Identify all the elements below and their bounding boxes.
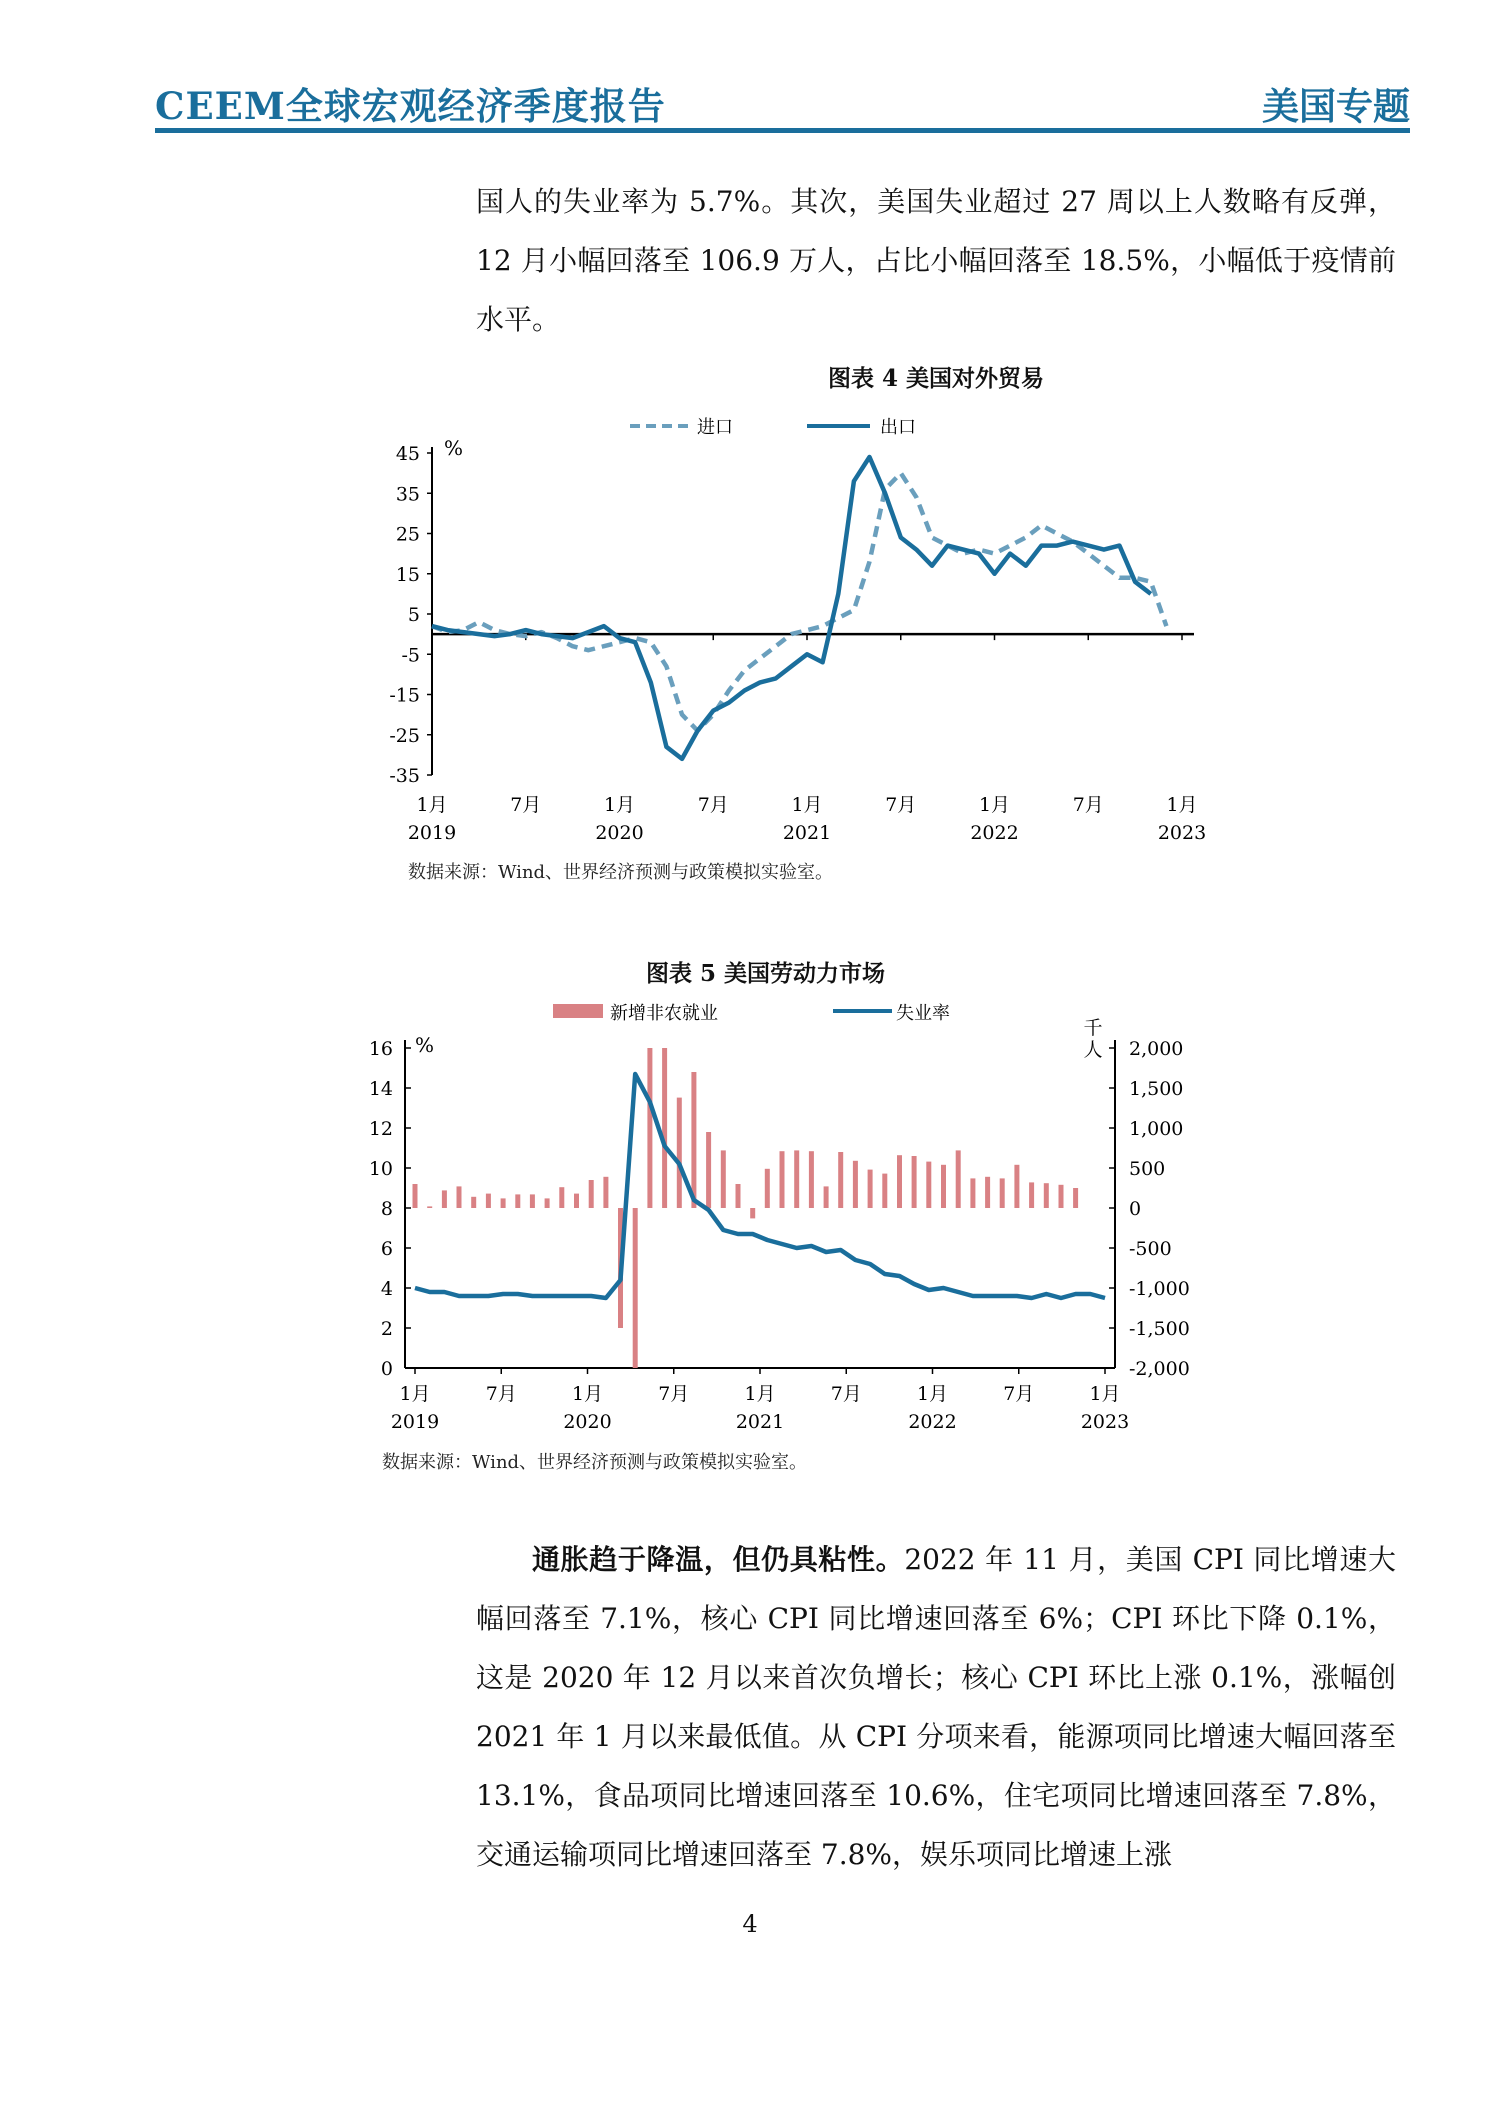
payroll-bar — [471, 1197, 476, 1208]
x-tick-label-year: 2023 — [1157, 822, 1207, 844]
x-tick-label-month: 7月 — [510, 794, 542, 816]
payroll-bar — [1044, 1183, 1049, 1208]
payroll-bar — [691, 1072, 696, 1208]
chart5-source: 数据来源：Wind、世界经济预测与政策模拟实验室。 — [382, 1452, 808, 1473]
payroll-bar — [1014, 1165, 1019, 1208]
x-tick-label-month: 1月 — [916, 1383, 949, 1405]
x-tick-label-year: 2020 — [563, 1411, 612, 1433]
left-tick-label: 16 — [368, 1038, 393, 1060]
y-tick-label: 25 — [395, 523, 420, 546]
x-tick-label-year: 2022 — [908, 1411, 957, 1433]
left-tick-label: 12 — [368, 1118, 393, 1140]
payroll-bar — [1000, 1178, 1005, 1208]
payroll-bar — [589, 1180, 594, 1208]
y-tick-label: 5 — [407, 604, 420, 626]
right-tick-label: -500 — [1129, 1238, 1172, 1260]
payroll-bar — [1029, 1182, 1034, 1208]
series-export-line — [432, 457, 1151, 759]
page-header — [155, 72, 1410, 132]
right-tick-label: 0 — [1129, 1198, 1142, 1220]
right-tick-label: -1,500 — [1129, 1318, 1190, 1340]
right-tick-label: 1,500 — [1129, 1078, 1184, 1100]
intro-text: 国人的失业率为 5.7%。其次，美国失业超过 27 周以上人数略有反弹，12 月小幅回落至 106.9 万人，占比小幅回落至 18.5%，小幅低于疫情前水平。 — [476, 185, 1396, 336]
payroll-bar — [1059, 1185, 1064, 1208]
payroll-bar — [970, 1178, 975, 1208]
payroll-bar — [413, 1184, 418, 1208]
payroll-bar — [853, 1161, 858, 1208]
payroll-bar — [824, 1186, 829, 1208]
chart5-labor — [340, 995, 1220, 1445]
legend-payroll-swatch — [553, 1004, 603, 1018]
right-tick-label: 500 — [1129, 1158, 1166, 1180]
x-tick-label-month: 7月 — [485, 1383, 517, 1405]
chart4-trade — [360, 395, 1210, 855]
x-tick-label-year: 2020 — [595, 822, 644, 844]
chart4-title: 图表 4 美国对外贸易 — [827, 365, 1045, 392]
header-rule — [155, 128, 1410, 133]
left-tick-label: 14 — [368, 1078, 393, 1100]
payroll-bar — [956, 1150, 961, 1208]
y-tick-label: -35 — [389, 765, 420, 787]
payroll-bar — [442, 1190, 447, 1208]
payroll-bar — [985, 1177, 990, 1208]
left-tick-label: 4 — [380, 1278, 393, 1300]
payroll-bar — [912, 1156, 917, 1208]
page-number: 4 — [742, 1910, 758, 1938]
payroll-bar — [838, 1152, 843, 1208]
payroll-bar — [603, 1177, 608, 1208]
left-tick-label: 0 — [380, 1358, 393, 1380]
x-tick-label-month: 1月 — [571, 1383, 604, 1405]
y-tick-label: -5 — [401, 644, 420, 667]
payroll-bar — [427, 1206, 432, 1208]
x-tick-label-year: 2019 — [407, 822, 457, 844]
body-text: 2022 年 11 月，美国 CPI 同比增速大幅回落至 7.1%，核心 CPI 同比增速回落至 6%；CPI 环比下降 0.1%，这是 2020 年 12 月以来首次负增长；核心 CPI 环比上涨 0.1%，涨幅创 2021 年 1 月以来最低值。从 CPI 分项来看，能源项同比增速大幅回落至 13.1%，食品项同比增速回落至 10.6%，住宅项同比增速回落至 7.8%，交通运输项同比增速回落至 7.8%，娱乐项同比增速上涨 — [476, 1543, 1396, 1871]
x-tick-label-month: 1月 — [791, 794, 823, 816]
x-tick-label-year: 2023 — [1080, 1411, 1130, 1433]
payroll-bar — [941, 1165, 946, 1208]
right-tick-label: 2,000 — [1129, 1038, 1184, 1060]
payroll-bar — [882, 1174, 887, 1208]
payroll-bar — [897, 1155, 902, 1208]
x-tick-label-month: 1月 — [399, 1383, 431, 1405]
payroll-bar — [706, 1132, 711, 1208]
y-tick-label: 45 — [395, 443, 420, 465]
x-tick-label-month: 1月 — [1166, 794, 1198, 816]
section-title: 美国专题 — [1262, 84, 1410, 128]
payroll-bar — [780, 1151, 785, 1208]
left-tick-label: 10 — [368, 1158, 393, 1180]
x-tick-label-month: 7月 — [658, 1383, 690, 1405]
x-tick-label-month: 7月 — [1003, 1383, 1035, 1405]
payroll-bar — [647, 1048, 652, 1208]
payroll-bar — [926, 1162, 931, 1208]
payroll-bar — [633, 1208, 638, 1368]
payroll-bar — [559, 1187, 564, 1208]
payroll-bar — [868, 1170, 873, 1208]
payroll-bar — [765, 1169, 770, 1208]
x-tick-label-month: 7月 — [1072, 794, 1104, 816]
right-axis-unit: 千 — [1083, 1017, 1103, 1039]
report-title: CEEM全球宏观经济季度报告 — [155, 84, 666, 128]
payroll-bar — [677, 1098, 682, 1208]
right-tick-label: -2,000 — [1129, 1358, 1190, 1380]
left-tick-label: 2 — [380, 1318, 393, 1340]
y-tick-label: -15 — [389, 684, 420, 707]
x-tick-label-month: 1月 — [416, 794, 448, 816]
intro-paragraph — [476, 172, 1396, 349]
payroll-bar — [736, 1184, 741, 1208]
x-tick-label-year: 2022 — [970, 822, 1019, 844]
body-lead: 通胀趋于降温，但仍具粘性。 — [532, 1543, 905, 1576]
x-tick-label-year: 2021 — [782, 822, 832, 844]
x-tick-label-month: 1月 — [1089, 1383, 1121, 1405]
legend-unemployment-label: 失业率 — [896, 1003, 950, 1024]
chart5-title: 图表 5 美国劳动力市场 — [646, 960, 886, 987]
y-tick-label: 35 — [395, 483, 420, 506]
payroll-bar — [794, 1150, 799, 1208]
payroll-bar — [809, 1151, 814, 1208]
x-tick-label-year: 2019 — [390, 1411, 440, 1433]
payroll-bar — [545, 1198, 550, 1208]
payroll-bar — [750, 1208, 755, 1218]
body-paragraph — [476, 1530, 1396, 1884]
x-tick-label-month: 7月 — [830, 1383, 862, 1405]
right-tick-label: 1,000 — [1129, 1118, 1184, 1140]
x-tick-label-month: 1月 — [603, 794, 636, 816]
x-tick-label-month: 1月 — [744, 1383, 776, 1405]
payroll-bar — [530, 1194, 535, 1208]
payroll-bar — [1073, 1188, 1078, 1208]
payroll-bar — [515, 1194, 520, 1208]
payroll-bar — [501, 1198, 506, 1208]
y-axis-unit: % — [444, 436, 464, 460]
payroll-bar — [486, 1194, 491, 1208]
payroll-bar — [721, 1150, 726, 1208]
payroll-bar — [457, 1186, 462, 1208]
x-tick-label-month: 7月 — [697, 794, 729, 816]
series-import-line — [432, 473, 1166, 731]
y-tick-label: -25 — [389, 724, 420, 747]
chart4-source: 数据来源：Wind、世界经济预测与政策模拟实验室。 — [408, 862, 834, 883]
legend-export-label: 出口 — [880, 417, 916, 438]
left-tick-label: 6 — [380, 1238, 393, 1260]
legend-payroll-label: 新增非农就业 — [610, 1003, 718, 1024]
right-axis-unit: 人 — [1083, 1039, 1103, 1061]
y-tick-label: 15 — [395, 563, 420, 586]
legend-import-label: 进口 — [697, 417, 733, 438]
x-tick-label-month: 1月 — [978, 794, 1011, 816]
left-tick-label: 8 — [380, 1198, 393, 1220]
x-tick-label-year: 2021 — [735, 1411, 785, 1433]
left-axis-unit: % — [415, 1033, 435, 1057]
payroll-bar — [574, 1194, 579, 1208]
right-tick-label: -1,000 — [1129, 1278, 1190, 1300]
x-tick-label-month: 7月 — [885, 794, 917, 816]
payroll-bar — [662, 1048, 667, 1208]
